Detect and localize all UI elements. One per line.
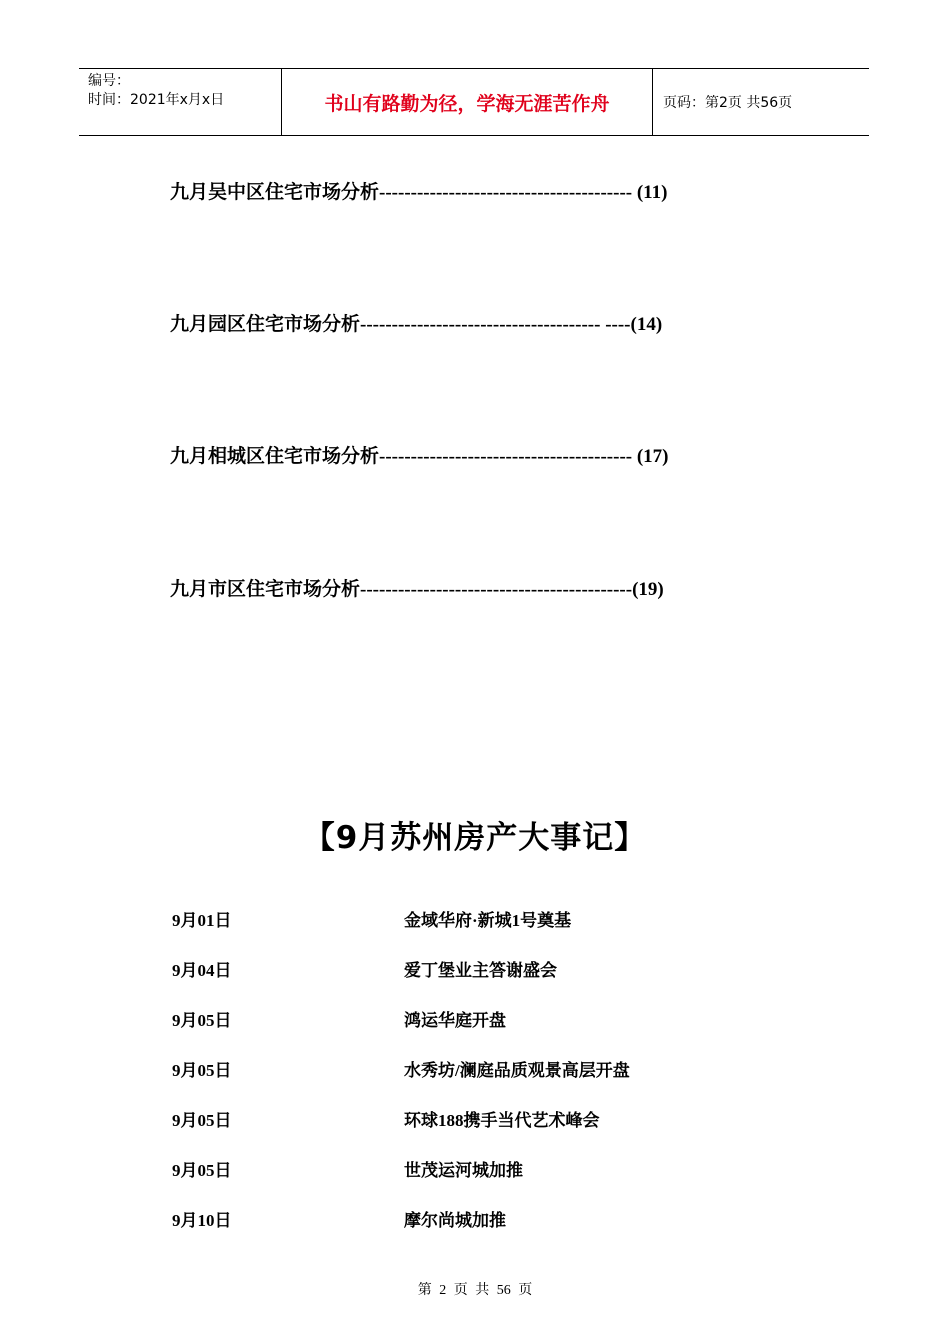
events-list — [172, 906, 812, 1256]
toc-entry-page: (19) — [632, 579, 664, 600]
event-date: 9月05日 — [172, 1011, 232, 1030]
toc-entry-leader: ---------------------------------------- — [379, 182, 633, 203]
header-motto: 书山有路勤为径，学海无涯苦作舟 — [281, 69, 653, 135]
header-meta — [79, 69, 281, 135]
toc-entry-page: (14) — [630, 314, 663, 335]
event-row — [172, 1006, 812, 1056]
event-date: 9月05日 — [172, 1061, 232, 1080]
event-date: 9月04日 — [172, 961, 232, 980]
section-title: 【9月苏州房产大事记】 — [303, 820, 647, 856]
event-text: 世茂运河城加推 — [404, 1161, 523, 1180]
header-page-info: 页码：第2页 共56页 — [663, 95, 793, 111]
event-text: 爱丁堡业主答谢盛会 — [404, 961, 557, 980]
toc-entry-leader: -------------------------------------- ---- — [360, 314, 631, 335]
event-row — [172, 906, 812, 956]
event-text: 鸿运华庭开盘 — [404, 1011, 506, 1030]
event-date: 9月01日 — [172, 911, 232, 930]
event-row — [172, 1106, 812, 1156]
toc-entry — [170, 177, 667, 204]
header-number-label: 编号： — [88, 73, 130, 89]
event-row — [172, 1056, 812, 1106]
toc-entry-leader: ------------------------------------------- — [360, 579, 633, 600]
toc-entry — [170, 574, 664, 601]
page-footer: 第 2 页 共 56 页 — [417, 1283, 533, 1298]
event-text: 环球188携手当代艺术峰会 — [404, 1111, 600, 1130]
event-date: 9月10日 — [172, 1211, 232, 1230]
event-text: 金域华府·新城1号奠基 — [404, 911, 572, 930]
page-header — [79, 68, 869, 136]
toc-entry-page: (17) — [632, 446, 669, 467]
toc-entry — [170, 309, 662, 336]
toc-entry-page: (11) — [632, 182, 668, 203]
toc-entry-title: 九月吴中区住宅市场分析 — [170, 181, 380, 203]
toc-entry-title: 九月相城区住宅市场分析 — [170, 445, 380, 467]
toc-entry-title: 九月园区住宅市场分析 — [170, 313, 361, 335]
toc-entry-leader: ---------------------------------------- — [379, 446, 633, 467]
toc-entry — [170, 441, 669, 468]
event-row — [172, 956, 812, 1006]
header-time-label: 时间：2021年x月x日 — [88, 92, 225, 108]
event-row — [172, 1156, 812, 1206]
event-date: 9月05日 — [172, 1161, 232, 1180]
event-text: 摩尔尚城加推 — [404, 1211, 506, 1230]
event-text: 水秀坊/澜庭品质观景高层开盘 — [404, 1061, 630, 1080]
event-row — [172, 1206, 812, 1256]
event-date: 9月05日 — [172, 1111, 232, 1130]
toc-entry-title: 九月市区住宅市场分析 — [170, 578, 361, 600]
